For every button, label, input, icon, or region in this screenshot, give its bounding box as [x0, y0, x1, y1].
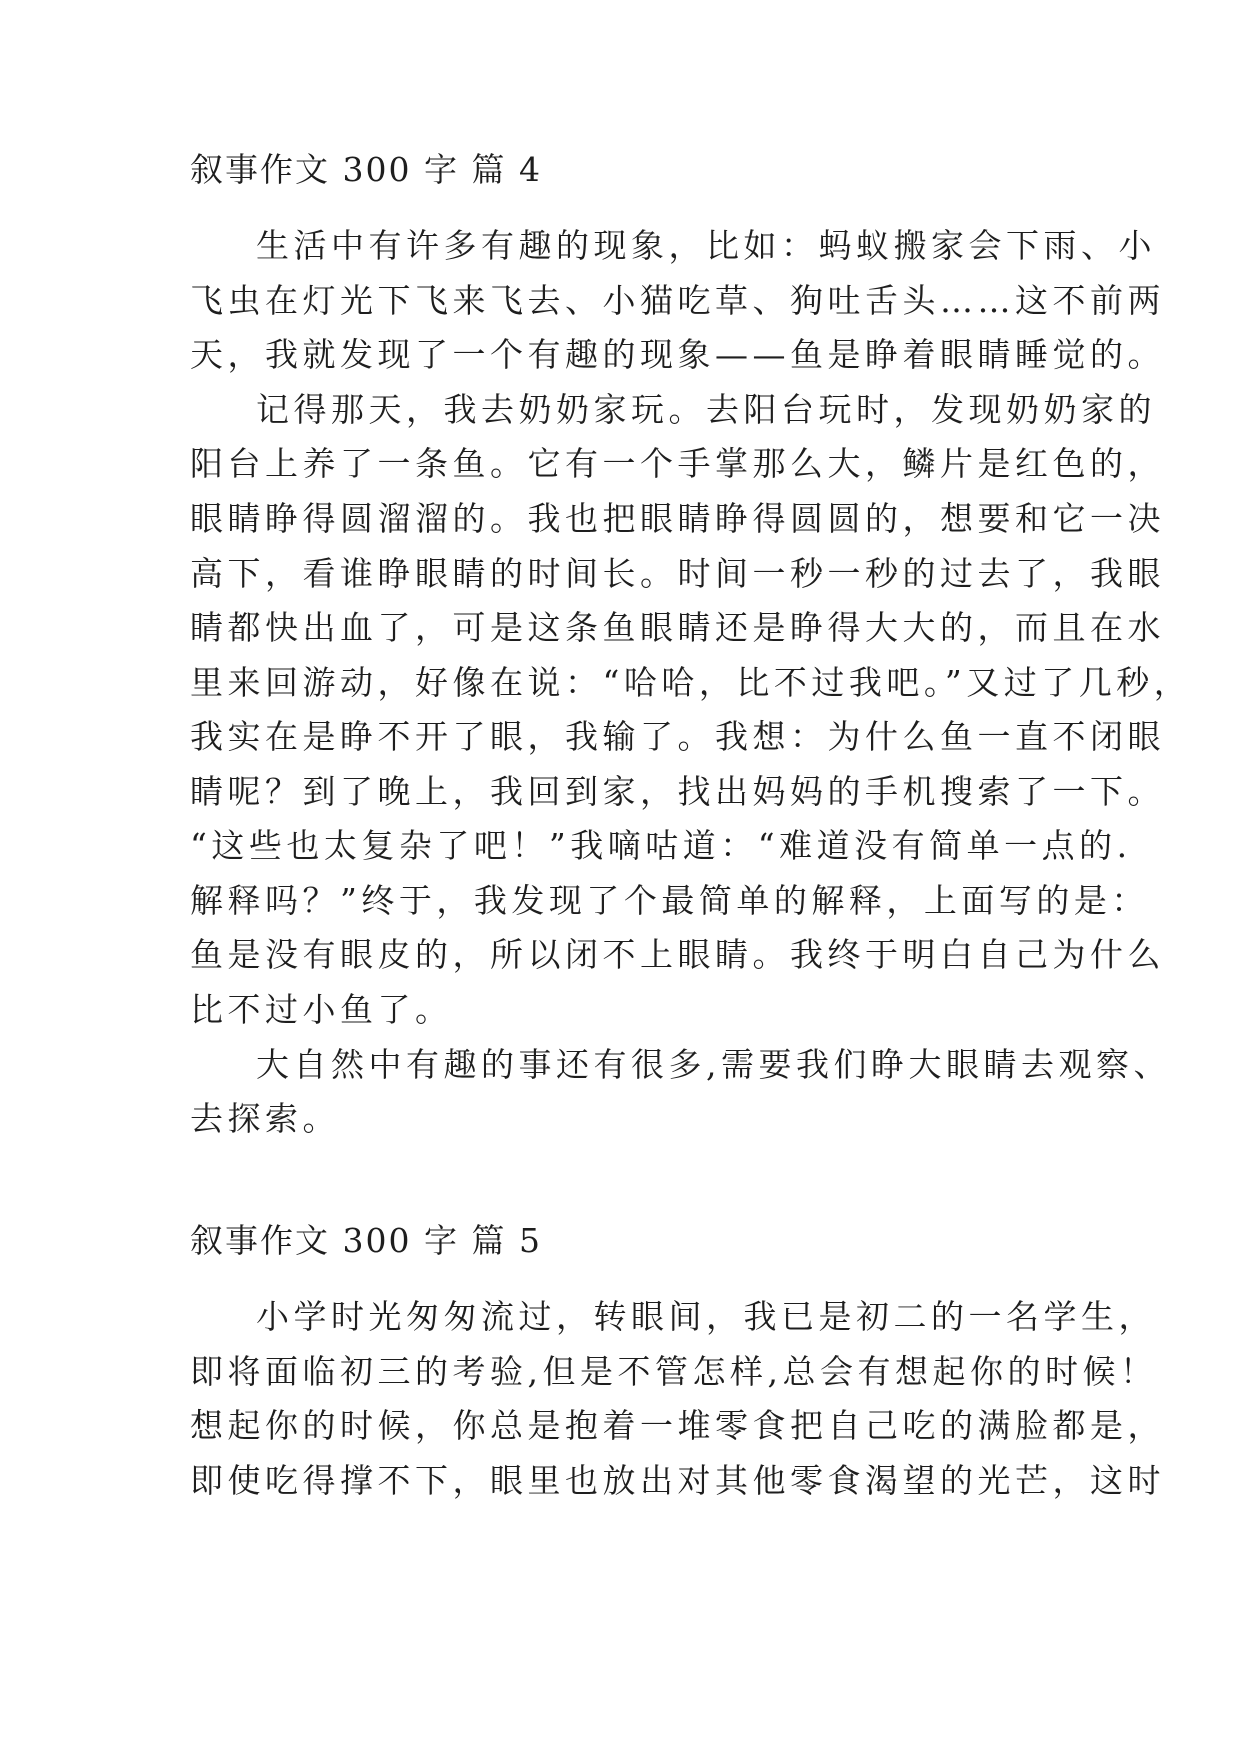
- paragraph-line: 眼睛睁得圆溜溜的。我也把眼睛睁得圆圆的，想要和它一决: [190, 499, 1165, 538]
- paragraph-line: 想起你的时候，你总是抱着一堆零食把自己吃的满脸都是，: [190, 1406, 1165, 1445]
- paragraph-line: 鱼是没有眼皮的，所以闭不上眼睛。我终于明白自己为什么: [190, 935, 1165, 974]
- paragraph-line: 小学时光匆匆流过，转眼间，我已是初二的一名学生，: [256, 1297, 1156, 1336]
- paragraph-line: 我实在是睁不开了眼，我输了。我想：为什么鱼一直不闭眼: [190, 717, 1165, 756]
- paragraph-line: 比不过小鱼了。: [190, 990, 453, 1029]
- paragraph-line: 高下，看谁睁眼睛的时间长。时间一秒一秒的过去了，我眼: [190, 554, 1165, 593]
- paragraph-line: 大自然中有趣的事还有很多,需要我们睁大眼睛去观察、: [256, 1045, 1171, 1084]
- paragraph-line: 睛都快出血了，可是这条鱼眼睛还是睁得大大的，而且在水: [190, 608, 1165, 647]
- paragraph-line: 记得那天，我去奶奶家玩。去阳台玩时，发现奶奶家的: [256, 390, 1156, 429]
- paragraph-line: 即使吃得撑不下，眼里也放出对其他零食渴望的光芒，这时: [190, 1461, 1165, 1500]
- paragraph-line: 里来回游动，好像在说：“哈哈，比不过我吧。”又过了几秒，: [190, 663, 1192, 702]
- paragraph-line: 飞虫在灯光下飞来飞去、小猫吃草、狗吐舌头……这不前两: [190, 281, 1165, 320]
- section-4-title: 叙事作文 300 字 篇 4: [190, 150, 542, 189]
- paragraph-line: “这些也太复杂了吧！”我嘀咕道：“难道没有简单一点的.: [190, 826, 1132, 865]
- paragraph-line: 睛呢？到了晚上，我回到家，找出妈妈的手机搜索了一下。: [190, 772, 1165, 811]
- paragraph-line: 解释吗？”终于，我发现了个最简单的解释，上面写的是：: [190, 881, 1149, 920]
- paragraph-line: 生活中有许多有趣的现象，比如：蚂蚁搬家会下雨、小: [256, 226, 1156, 265]
- paragraph-line: 阳台上养了一条鱼。它有一个手掌那么大，鳞片是红色的，: [190, 444, 1165, 483]
- section-5-title: 叙事作文 300 字 篇 5: [190, 1221, 542, 1260]
- paragraph-line: 即将面临初三的考验,但是不管怎样,总会有想起你的时候！: [190, 1352, 1158, 1391]
- paragraph-line: 去探索。: [190, 1099, 340, 1138]
- paragraph-line: 天，我就发现了一个有趣的现象——鱼是睁着眼睛睡觉的。: [190, 335, 1165, 374]
